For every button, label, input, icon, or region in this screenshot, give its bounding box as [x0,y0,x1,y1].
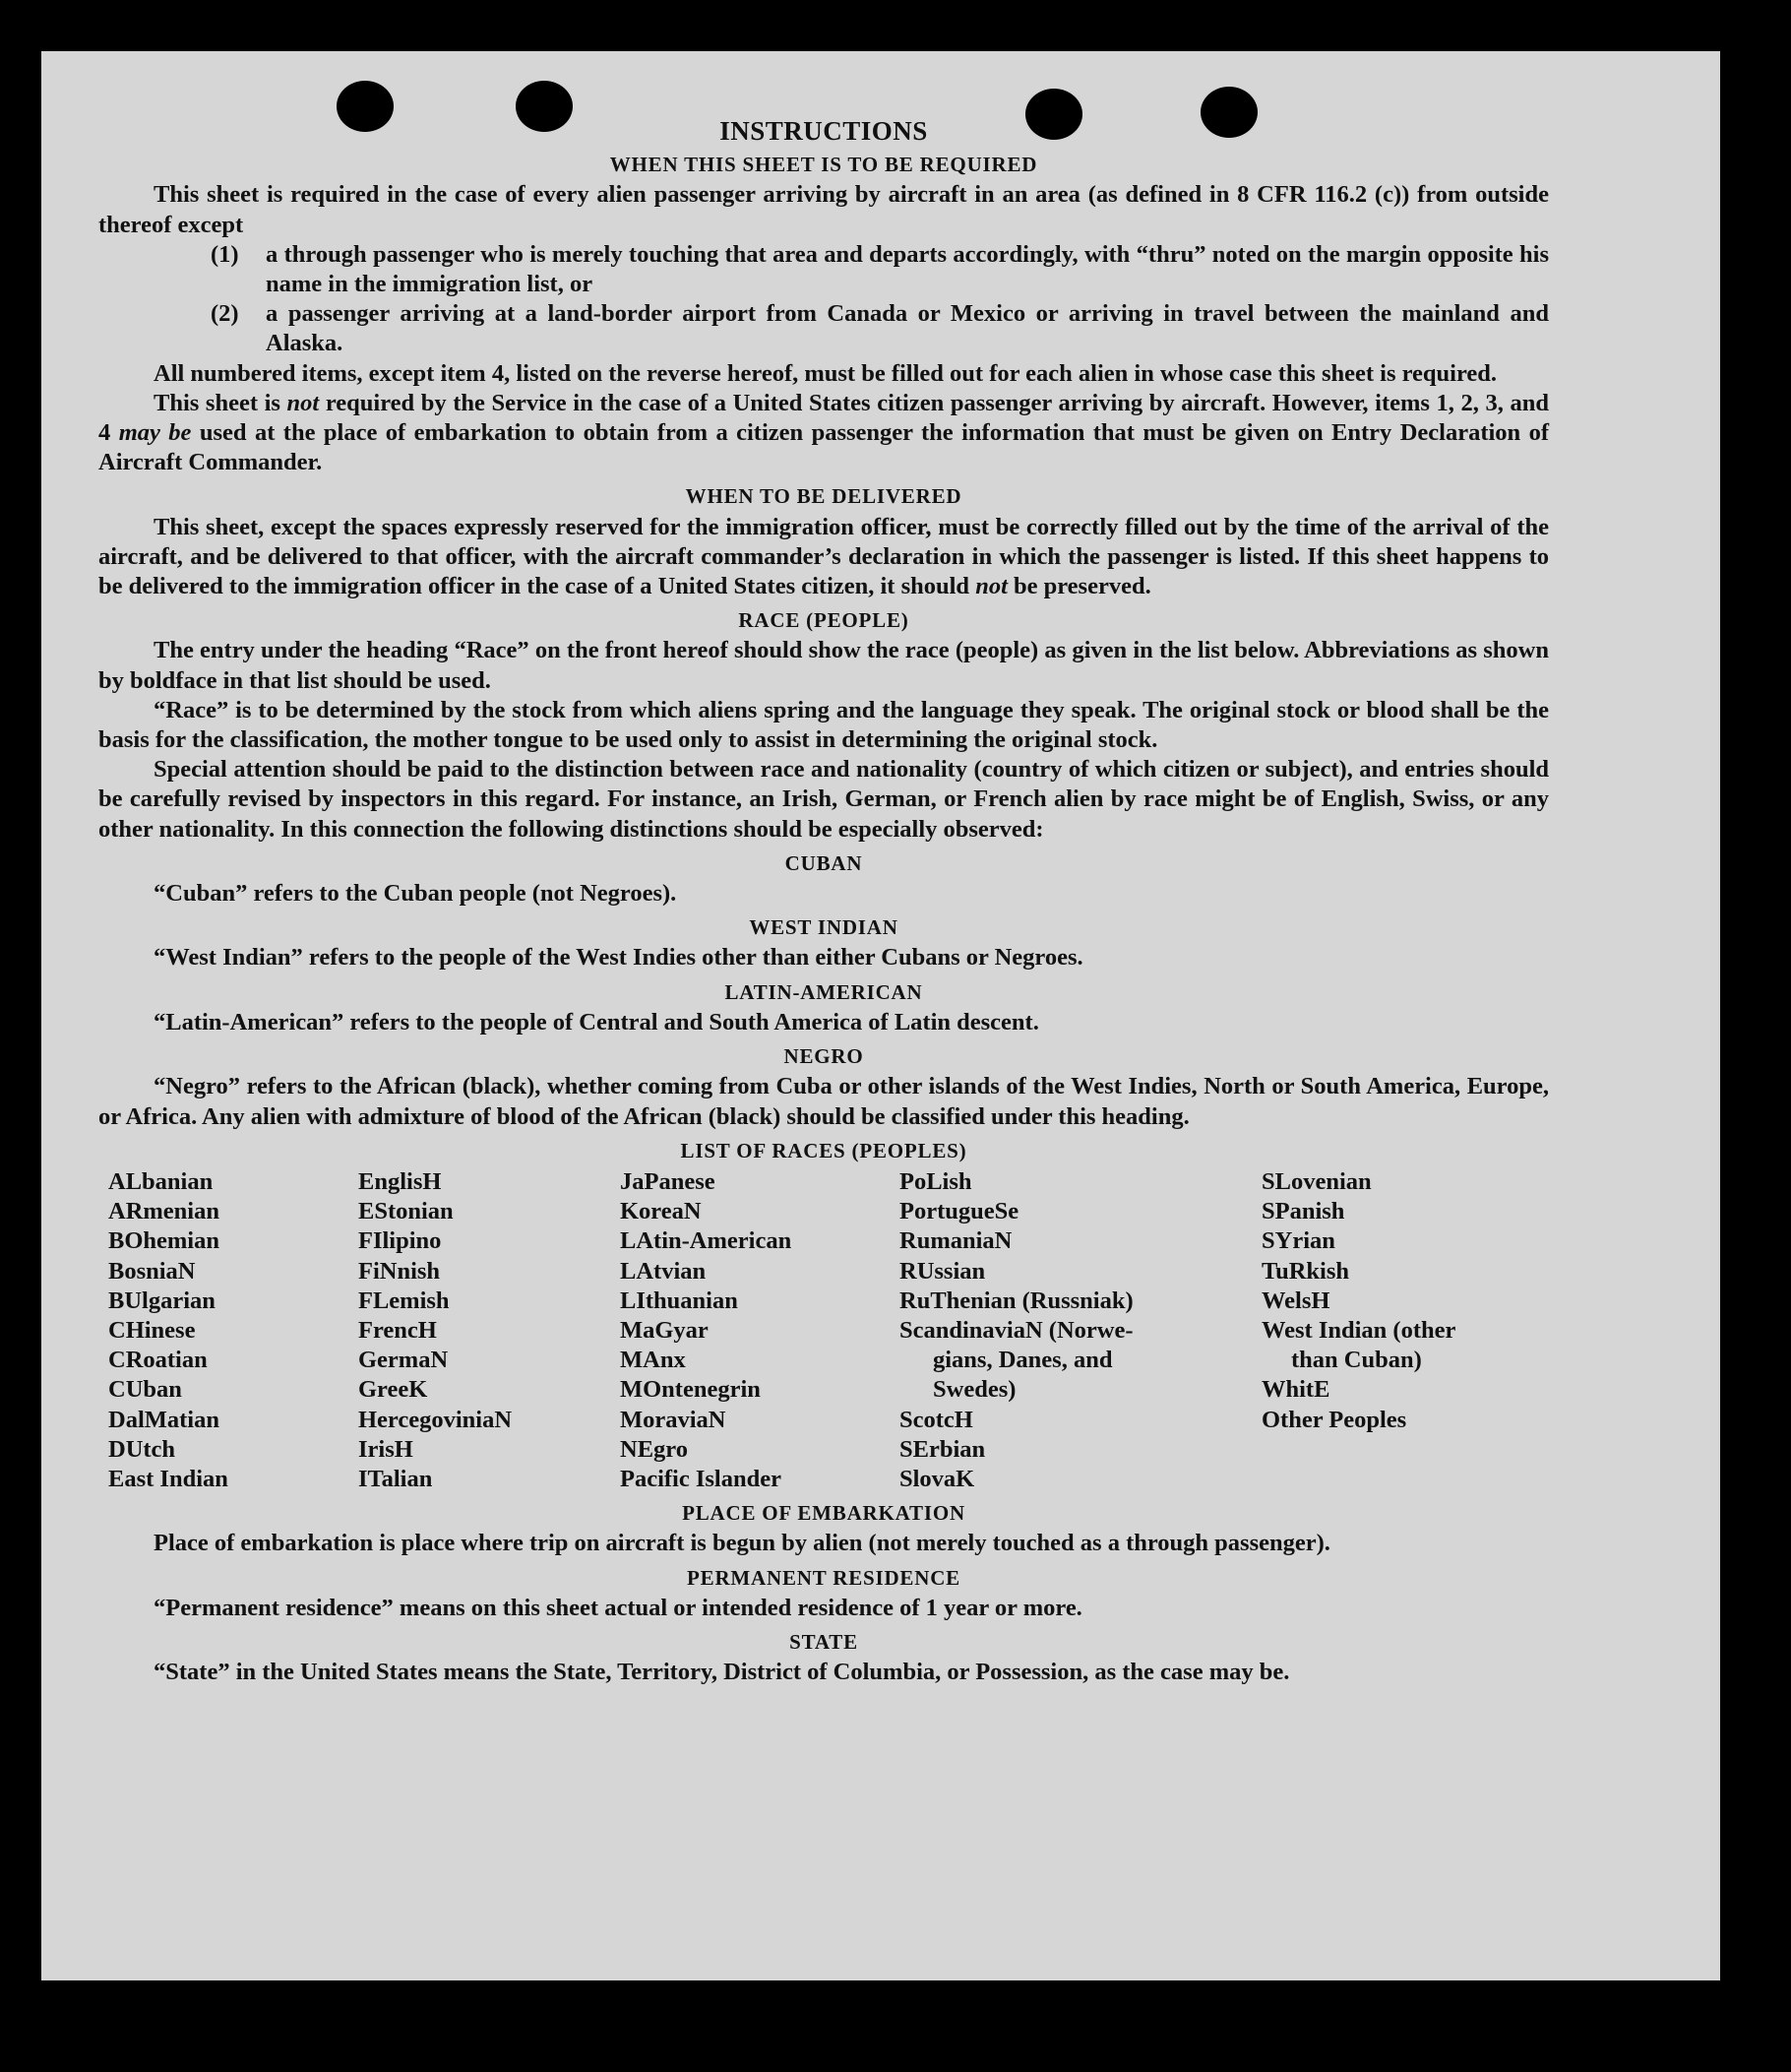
race-entry: LAtvian [620,1257,707,1285]
race-entry: FrencH [358,1316,437,1344]
paragraph: “Cuban” refers to the Cuban people (not Negroes). [154,880,677,908]
race-entry: CUban [108,1376,182,1404]
race-entry: Other Peoples [1262,1406,1407,1433]
heading-embarkation: PLACE OF EMBARKATION [682,1501,965,1526]
race-entry: ScandinaviaN (Norwe- [899,1316,1134,1344]
race-entry: ITalian [358,1465,433,1492]
race-entry: HercegoviniaN [358,1406,513,1433]
paragraph: “Permanent residence” means on this sheet actual or intended residence of 1 year or more. [154,1594,1082,1621]
paragraph: “Latin-American” refers to the people of Central and South America of Latin descent. [154,1008,1039,1036]
paragraph: Special attention should be paid to the distinction between race and nationality (country of which citizen or subject), and entries should be carefully revised by inspectors in this regard. For instance, an Irish, German, or French alien by race might be of English, Swiss, or any other nationality. In this connection the following distinctions should be especially observed: [98,756,1549,843]
race-entry: Swedes) [933,1376,1017,1404]
page-title: INSTRUCTIONS [719,116,928,146]
race-entry: BOhemian [108,1227,219,1255]
race-entry: RumaniaN [899,1227,1013,1255]
race-entry: DUtch [108,1435,176,1463]
list-item [211,240,1549,299]
race-entry: LAtin-American [620,1227,792,1255]
item-number: (2) [211,300,239,328]
race-entry: JaPanese [620,1167,715,1195]
race-entry: FIlipino [358,1227,442,1255]
race-entry: Pacific Islander [620,1465,781,1492]
race-entry: SPanish [1262,1198,1345,1225]
race-entry: PoLish [899,1167,972,1195]
race-entry: SYrian [1262,1227,1335,1255]
race-entry: MaGyar [620,1316,709,1344]
race-entry: CRoatian [108,1347,208,1374]
list-item [211,299,1549,358]
race-entry: BUlgarian [108,1287,216,1314]
paragraph: “State” in the United States means the State, Territory, District of Columbia, or Possession, as the case may be. [154,1659,1290,1686]
instructions-body [98,116,1549,1687]
race-entry: ALbanian [108,1167,214,1195]
race-entry: gians, Danes, and [933,1347,1113,1374]
heading-when-delivered: WHEN TO BE DELIVERED [685,484,962,509]
race-entry: EnglisH [358,1167,442,1195]
race-entry: FLemish [358,1287,450,1314]
race-entry: West Indian (other [1262,1316,1456,1344]
race-entry: SErbian [899,1435,986,1463]
race-entry: KoreaN [620,1198,702,1225]
paragraph: The entry under the heading “Race” on the front hereof should show the race (people) as given in the list below. Abbreviations as shown by boldface in that list should be used. [98,637,1549,694]
paragraph: “West Indian” refers to the people of the West Indies other than either Cubans or Negroes. [154,944,1083,972]
item-number: (1) [211,240,239,268]
heading-west-indian: WEST INDIAN [749,915,898,940]
race-entry: PortugueSe [899,1198,1019,1225]
races-table [108,1167,1549,1494]
race-entry: WhitE [1262,1376,1330,1404]
heading-negro: NEGRO [783,1044,864,1069]
paragraph: This sheet, except the spaces expressly reserved for the immigration officer, must be correctly filled out by the time of the arrival of the aircraft, and be delivered to that officer, with the aircraft commander’s declaration in which the passenger is listed. If this sheet happens to be delivered to the immigration officer in the case of a United States citizen, it should not be preserved. [98,513,1549,600]
race-entry: LIthuanian [620,1287,738,1314]
race-entry: GreeK [358,1376,428,1404]
race-entry: NEgro [620,1435,688,1463]
race-entry: EStonian [358,1198,454,1225]
races-column [108,1167,358,1494]
heading-list-of-races: LIST OF RACES (PEOPLES) [680,1138,967,1162]
race-entry: RUssian [899,1257,986,1285]
paragraph: This sheet is required in the case of every alien passenger arriving by aircraft in an area (as defined in 8 CFR 116.2 (c)) from outside thereof except [98,181,1549,238]
item-text: a passenger arriving at a land-border airport from Canada or Mexico or arriving in travel between the mainland and Alaska. [266,300,1549,357]
race-entry: SlovaK [899,1465,975,1492]
race-entry: WelsH [1262,1287,1330,1314]
race-entry: than Cuban) [1291,1347,1422,1374]
heading-permanent-residence: PERMANENT RESIDENCE [687,1565,960,1590]
race-entry: ARmenian [108,1198,219,1225]
heading-when-required: WHEN THIS SHEET IS TO BE REQUIRED [609,153,1038,177]
race-entry: GermaN [358,1347,449,1374]
race-entry: ScotcH [899,1406,973,1433]
heading-state: STATE [789,1629,858,1654]
races-column [358,1167,620,1494]
paragraph: “Race” is to be determined by the stock from which aliens spring and the language they speak. The original stock or blood shall be the basis for the classification, the mother tongue to be used only to assist in determining the original stock. [98,696,1549,754]
races-column [1262,1167,1519,1494]
heading-race: RACE (PEOPLE) [738,608,909,633]
race-entry: FiNnish [358,1257,441,1285]
race-entry: MOntenegrin [620,1376,761,1404]
race-entry: CHinese [108,1316,196,1344]
races-column [899,1167,1262,1494]
race-entry: RuThenian (Russniak) [899,1287,1134,1314]
paragraph: Place of embarkation is place where trip on aircraft is begun by alien (not merely touched as a through passenger). [154,1530,1330,1557]
paragraph: All numbered items, except item 4, listed on the reverse hereof, must be filled out for each alien in whose case this sheet is required. [154,359,1498,387]
paragraph: “Negro” refers to the African (black), whether coming from Cuba or other islands of the West Indies, North or South America, Europe, or Africa. Any alien with admixture of blood of the African (black) should be classified under this heading. [98,1073,1549,1130]
race-entry: BosniaN [108,1257,196,1285]
race-entry: East Indian [108,1465,228,1492]
races-column [620,1167,899,1494]
race-entry: IrisH [358,1435,413,1463]
heading-cuban: CUBAN [784,850,863,875]
race-entry: MAnx [620,1347,686,1374]
race-entry: SLovenian [1262,1167,1372,1195]
race-entry: MoraviaN [620,1406,726,1433]
heading-latin-american: LATIN-AMERICAN [724,979,923,1004]
race-entry: TuRkish [1262,1257,1350,1285]
paragraph: This sheet is not required by the Service in the case of a United States citizen passenger arriving by aircraft. However, items 1, 2, 3, and 4 may be used at the place of embarkation to obtain from a citizen passenger the information that must be given on Entry Declaration of Aircraft Commander. [98,389,1550,476]
item-text: a through passenger who is merely touching that area and departs accordingly, with “thru” noted on the margin opposite his name in the immigration list, or [266,240,1549,298]
race-entry: DalMatian [108,1406,219,1433]
